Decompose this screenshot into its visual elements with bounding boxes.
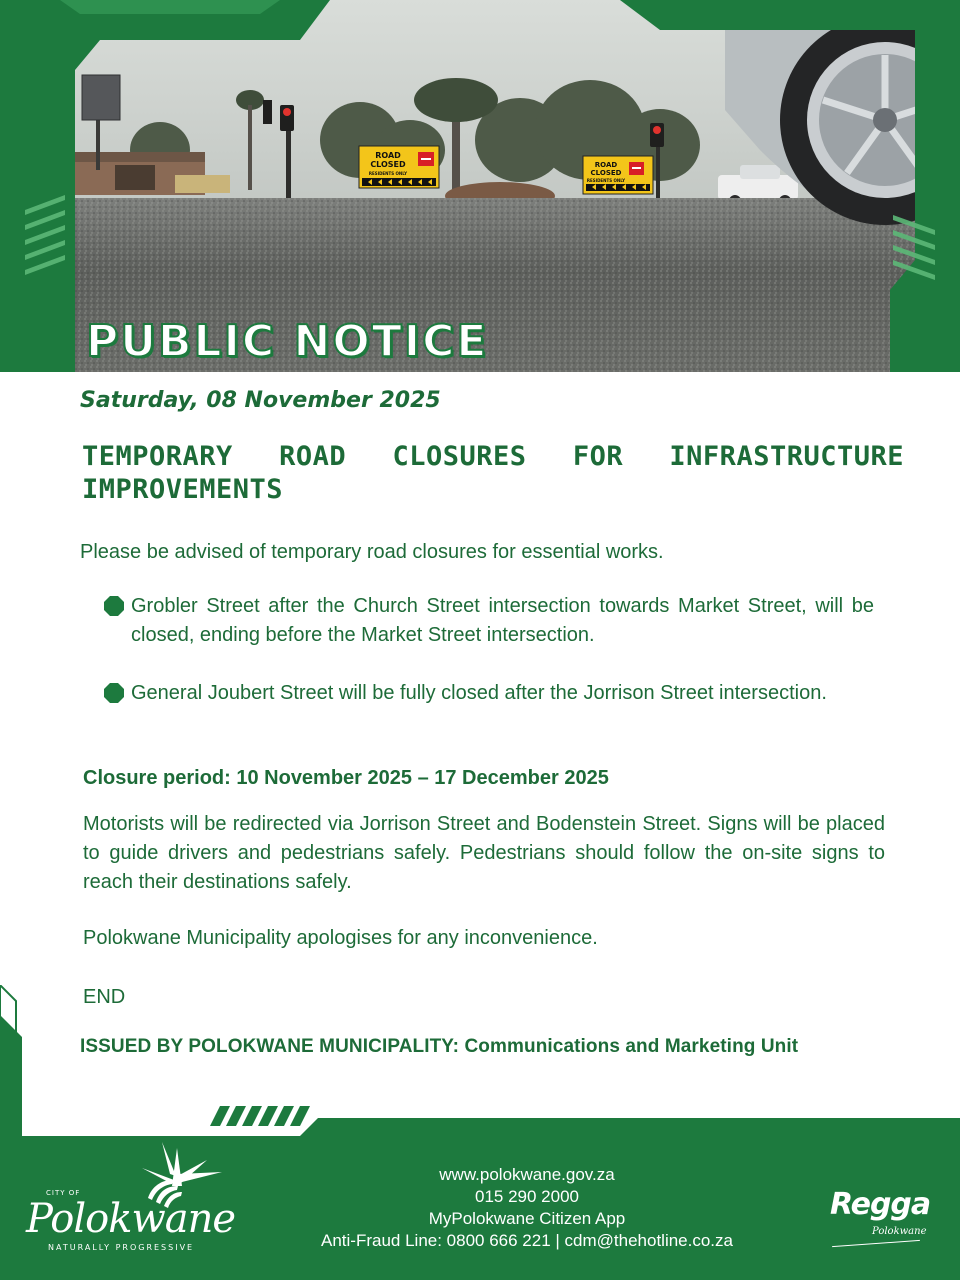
sign-right-line1: ROAD — [594, 161, 618, 169]
closure-item-text: General Joubert Street will be fully closed after the Jorrison Street intersection. — [131, 682, 827, 704]
closure-list — [104, 592, 874, 737]
redirect-paragraph: Motorists will be redirected via Jorrison Street and Bodenstein Street. Signs will be placed to guide drivers and pedestrians safely. Pedestrians should follow the on-site signs to reach their destinations safely. — [83, 813, 885, 893]
closure-item — [104, 679, 874, 708]
regga-logo-subtext: Polokwane — [872, 1226, 927, 1237]
website-link[interactable]: www.polokwane.gov.za — [439, 1165, 615, 1184]
phone-number: 015 290 2000 — [475, 1187, 579, 1206]
anti-fraud-line: Anti-Fraud Line: 0800 666 221 | cdm@thehotline.co.za — [321, 1231, 733, 1250]
left-corner-decoration — [0, 985, 80, 1140]
notice-headline: TEMPORARY ROAD CLOSURES FOR INFRASTRUCTURE IMPROVEMENTS — [82, 441, 904, 505]
octagon-bullet-icon — [104, 683, 124, 703]
sign-left-line2: CLOSED — [370, 160, 406, 169]
end-marker: END — [83, 986, 126, 1008]
footer-top-shape — [0, 1118, 960, 1138]
logo-tagline: NATURALLY PROGRESSIVE — [48, 1243, 195, 1252]
notice-date: Saturday, 08 November 2025 — [80, 388, 441, 413]
notice-intro: Please be advised of temporary road closures for essential works. — [80, 541, 664, 563]
sign-left-line3: RESIDENTS ONLY — [368, 171, 408, 176]
logo-city-of: CITY OF — [46, 1189, 81, 1197]
citizen-app: MyPolokwane Citizen App — [428, 1209, 626, 1228]
closure-period: Closure period: 10 November 2025 – 17 December 2025 — [83, 767, 609, 789]
issued-by-line: ISSUED BY POLOKWANE MUNICIPALITY: Communications and Marketing Unit — [80, 1036, 799, 1057]
closure-item-text: Grobler Street after the Church Street intersection towards Market Street, will be closed, ending before the Market Street intersection. — [131, 595, 874, 646]
logo-city-name: Polokwane — [26, 1196, 236, 1242]
octagon-bullet-icon — [104, 596, 124, 616]
public-notice-heading: PUBLIC NOTICE — [86, 316, 489, 367]
apology-paragraph: Polokwane Municipality apologises for any inconvenience. — [83, 927, 598, 949]
sign-left-line1: ROAD — [375, 151, 401, 160]
contact-block — [270, 1164, 784, 1252]
sign-right-line3: RESIDENTS ONLY — [586, 178, 626, 183]
sign-right-line2: CLOSED — [590, 169, 622, 177]
regga-logo: Regga — [830, 1187, 931, 1222]
closure-item — [104, 592, 874, 650]
